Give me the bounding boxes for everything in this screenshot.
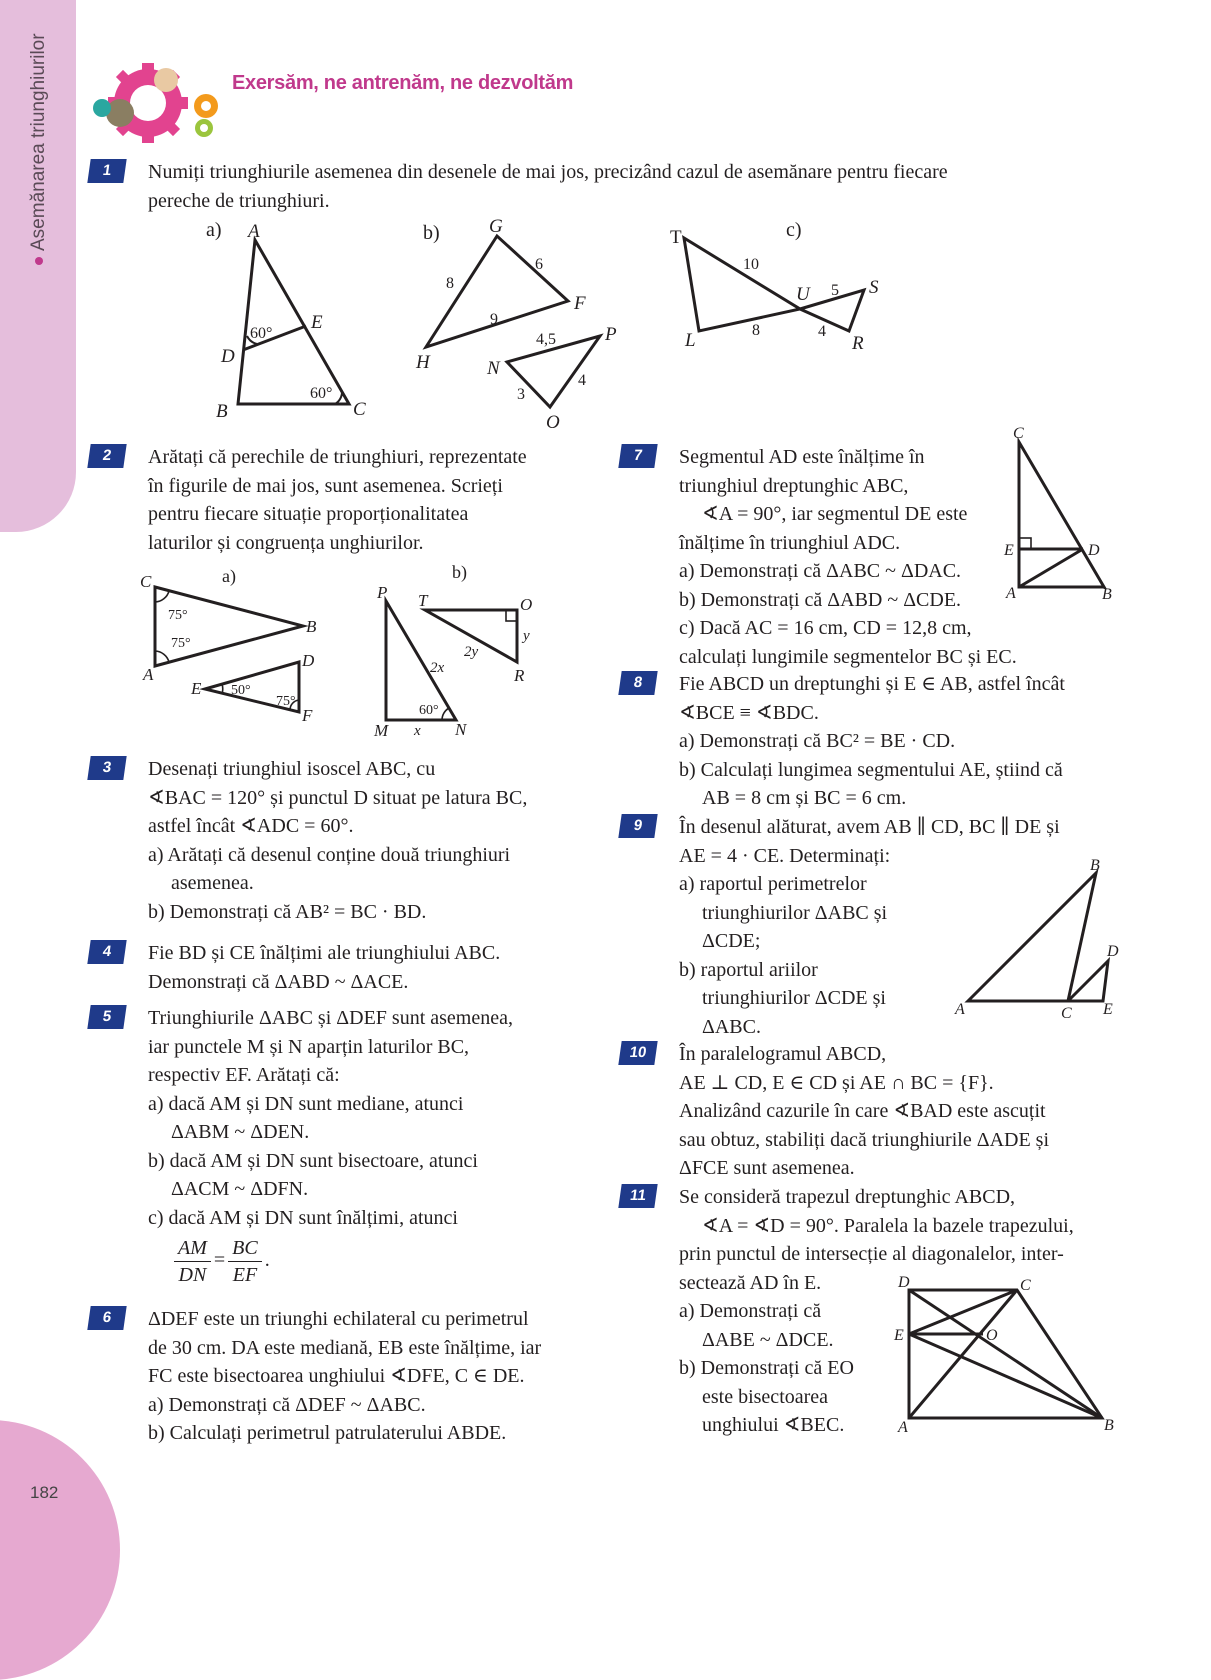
svg-text:c): c) [786,219,802,241]
exercise-3-text: Desenați triunghiul isoscel ABC, cu ∢BAC = 120° și punctul D situat pe latura BC, astfel încât ∢ADC = 60°. a) Arătați că desenul conține două triunghiuri asemenea. b) Demonstrați că AB² = BC · BD. [148,758,528,923]
exercise-number: 4 [87,940,126,964]
section-header: Exersăm, ne antrenăm, ne dezvoltăm [232,72,574,94]
exercise-4-text: Fie BD și CE înălțimi ale triunghiului ABC. Demonstrați că ΔABD ~ ΔACE. [148,942,501,993]
svg-text:b): b) [452,562,467,582]
svg-text:E: E [1004,542,1014,559]
exercise-6-text: ΔDEF este un triunghi echilateral cu perimetrul de 30 cm. DA este mediană, EB este înălțime, iar FC este bisectoarea unghiului ∢DFE, C ∈ DE. a) Demonstrați că ΔDEF ~ ΔABC. b) Calculați perimetrul patrulaterului ABDE. [148,1308,542,1444]
svg-text:D: D [898,1274,910,1291]
svg-text:N: N [487,358,500,379]
svg-text:a): a) [206,219,222,241]
page-number: 182 [30,1483,59,1502]
svg-text:M: M [374,721,389,740]
chapter-title: Asemănarea triunghiurilor [28,33,50,265]
svg-text:A: A [898,1419,908,1436]
exercise-number: 1 [87,159,126,183]
svg-text:50°: 50° [231,683,251,698]
exercise-number: 10 [618,1041,657,1065]
svg-text:C: C [140,572,152,591]
svg-text:O: O [986,1327,998,1344]
svg-text:O: O [520,595,533,614]
svg-text:P: P [377,583,388,602]
svg-text:C: C [353,399,366,420]
svg-text:A: A [248,221,260,242]
exercise-8-text: Fie ABCD un dreptunghi și E ∈ AB, astfel încât ∢BCE ≡ ∢BDC. a) Demonstrați că BC² = BE · CD. b) Calculați lungimea segmentului AE, știind că AB = 8 cm și BC = 6 cm. [679,673,1065,809]
exercise-number: 11 [618,1184,657,1208]
svg-text:60°: 60° [250,325,273,342]
svg-text:E: E [894,1327,904,1344]
exercise-number: 8 [618,671,657,695]
svg-text:C: C [1020,1277,1031,1294]
svg-text:8: 8 [446,275,454,292]
svg-text:E: E [311,312,323,333]
svg-text:T: T [670,227,682,248]
svg-text:9: 9 [490,311,498,328]
svg-text:60°: 60° [419,703,439,718]
svg-text:D: D [221,346,235,367]
svg-text:A: A [143,665,154,684]
svg-text:T: T [418,591,428,610]
exercise-number: 6 [87,1306,126,1330]
svg-text:75°: 75° [171,636,191,651]
svg-text:G: G [489,216,503,237]
svg-text:L: L [685,330,696,351]
svg-text:B: B [306,617,317,636]
svg-text:8: 8 [752,322,760,339]
svg-text:C: C [1013,425,1024,442]
svg-text:5: 5 [831,282,839,299]
svg-text:4: 4 [578,372,586,389]
svg-text:2y: 2y [464,644,479,660]
svg-text:B: B [1102,586,1112,603]
svg-text:S: S [869,277,879,298]
exercise-9-text: În desenul alăturat, avem AB ∥ CD, BC ∥ DE și AE = 4 · CE. Determinați: a) raportul perimetrelor triunghiurilor ΔABC și ΔCDE; b) raportul ariilor triunghiurilor ΔCDE și ΔABC. [679,816,1060,1038]
svg-text:2x: 2x [430,660,445,676]
svg-text:O: O [546,412,560,433]
svg-text:a): a) [222,566,236,586]
exercise-number: 3 [87,756,126,780]
exercise-number: 7 [618,444,657,468]
page-corner-decoration [0,1420,120,1680]
svg-text:D: D [1088,542,1100,559]
svg-text:P: P [605,324,617,345]
svg-text:60°: 60° [310,385,333,402]
svg-text:b): b) [423,222,440,244]
exercise-7-text: Segmentul AD este înălțime în triunghiul dreptunghic ABC, ∢A = 90°, iar segmentul DE este înălțime în triunghiul ADC. a) Demonstrați că ΔABC ~ ΔDAC. b) Demonstrați că ΔABD ~ ΔCDE. c) Dacă AC = 16 cm, CD = 12,8 cm, calculați lungimile segmentelor BC și EC. [679,446,1017,668]
exercise-number: 5 [87,1005,126,1029]
exercise-2-text: Arătați că perechile de triunghiuri, reprezentate în figurile de mai jos, sunt asemenea. Scrieți pentru fiecare situație proporționalitatea laturilor și congruența unghiurilor. [148,446,527,554]
exercise-1-text: Numiți triunghiurile asemenea din desenele de mai jos, precizând cazul de asemănare pentru fiecare pereche de triunghiuri. [148,161,948,212]
svg-text:H: H [416,352,430,373]
svg-text:R: R [852,333,864,354]
svg-text:F: F [574,293,586,314]
svg-text:B: B [1090,857,1100,874]
svg-text:6: 6 [535,256,543,273]
exercise-number: 9 [618,814,657,838]
svg-text:B: B [1104,1417,1114,1434]
svg-text:4: 4 [818,323,826,340]
svg-text:C: C [1061,1005,1072,1022]
svg-text:75°: 75° [276,694,296,709]
svg-text:U: U [796,284,810,305]
svg-text:4,5: 4,5 [536,331,556,348]
svg-text:75°: 75° [168,608,188,623]
exercise-number: 2 [87,444,126,468]
svg-text:x: x [414,723,421,739]
svg-text:y: y [523,628,530,644]
svg-text:A: A [955,1001,965,1018]
svg-text:E: E [191,679,202,698]
svg-text:E: E [1103,1001,1113,1018]
svg-text:10: 10 [743,256,759,273]
exercise-10-text: În paralelogramul ABCD, AE ⊥ CD, E ∈ CD și AE ∩ BC = {F}. Analizând cazurile în care ∢BAD este ascuțit sau obtuz, stabiliți dacă triunghiurile ΔADE și ΔFCE sunt asemenea. [679,1043,1050,1179]
fraction-formula: $\frac{AM}{DN}$ = $\frac{BC}{EF}$ . [148,1235,513,1288]
exercise-5-text: Triunghiurile ΔABC și ΔDEF sunt asemenea, iar punctele M și N aparțin laturilor BC, respectiv EF. Arătați că: a) dacă AM și DN sunt mediane, atunci ΔABM ~ ΔDEN. b) dacă AM și DN sunt bisectoare, atunci ΔACM ~ ΔDFN. c) dacă AM și DN sunt înălțimi, atunci $\frac{AM}{DN}$ = $\frac{BC}{EF}$ . [148,1007,513,1286]
svg-text:R: R [514,666,525,685]
svg-text:D: D [302,651,315,670]
svg-text:B: B [216,401,228,422]
svg-text:A: A [1006,585,1016,602]
svg-text:D: D [1107,943,1119,960]
exercise-11-text: Se consideră trapezul dreptunghic ABCD, ∢A = ∢D = 90°. Paralela la bazele trapezului, prin punctul de intersecție al diagonalelor, inter- sectează AD în E. a) Demonstrați că ΔABE ~ ΔDCE. b) Demonstrați că EO este bisectoarea unghiului ∢BEC. [679,1186,1074,1436]
svg-text:3: 3 [517,386,525,403]
svg-text:F: F [302,706,313,725]
svg-text:N: N [455,720,467,739]
